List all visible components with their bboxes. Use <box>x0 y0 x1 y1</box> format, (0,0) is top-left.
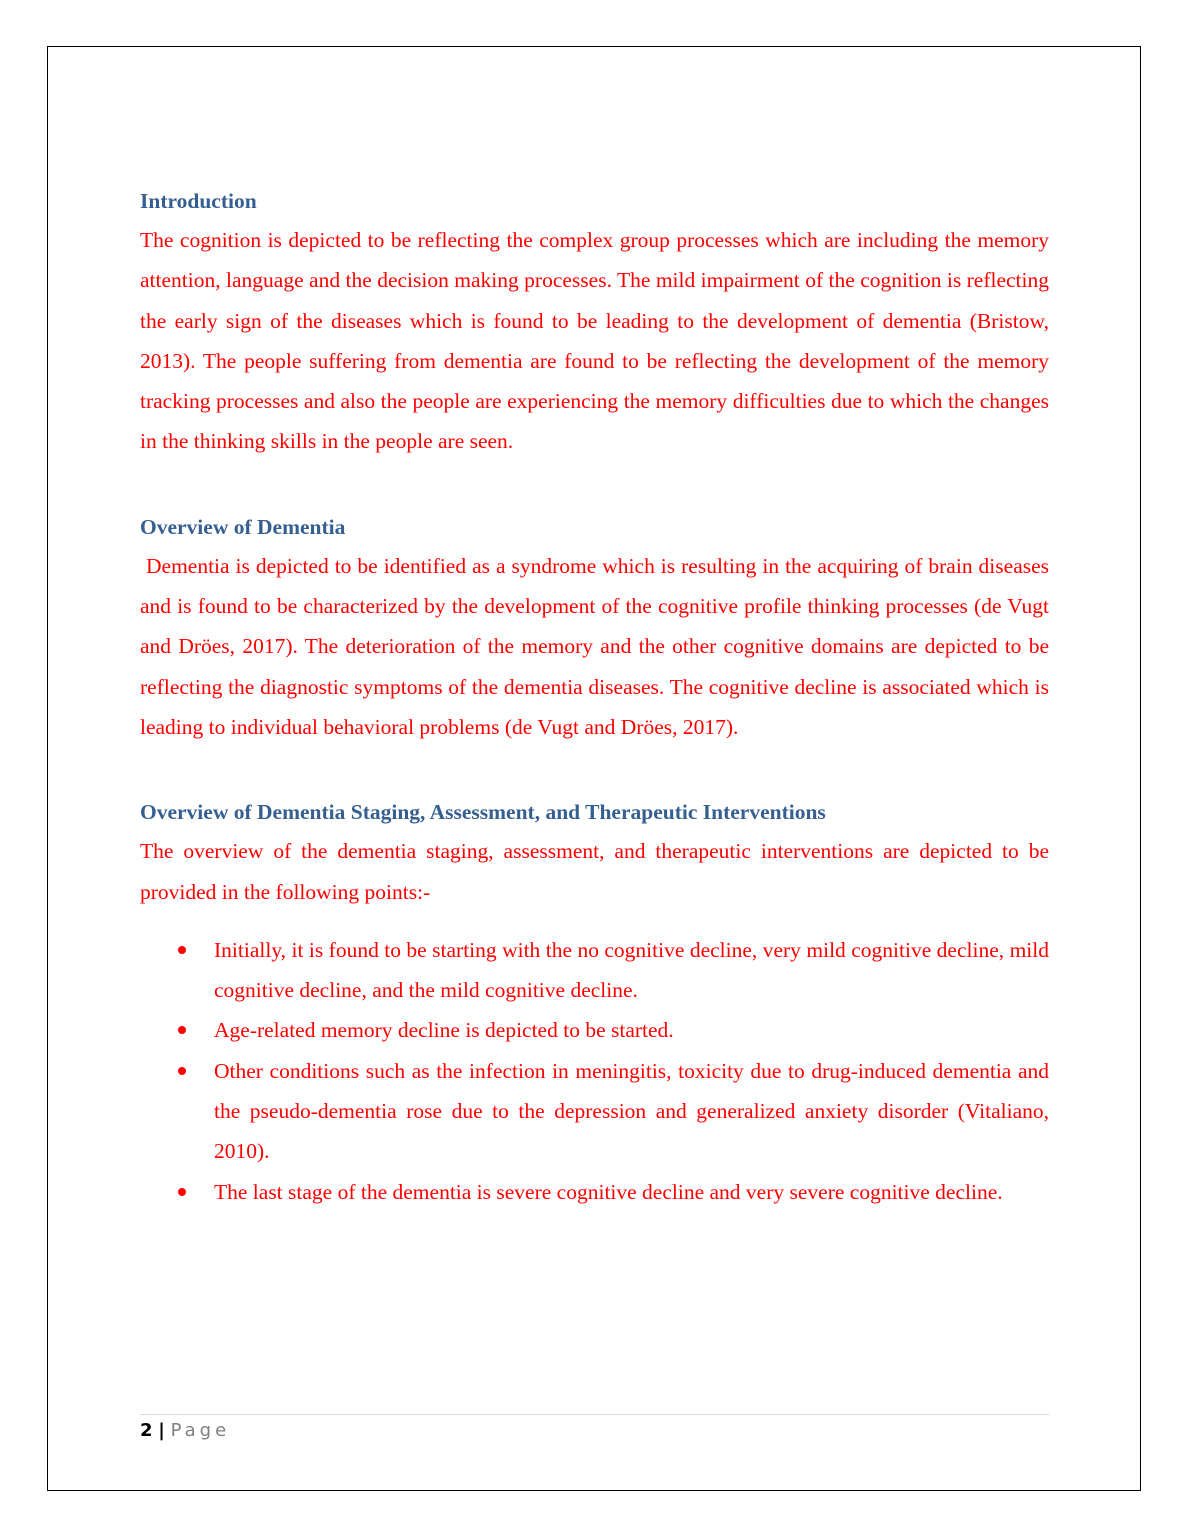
document-body <box>140 182 1055 1212</box>
footer-divider <box>140 1414 1049 1415</box>
section-introduction <box>140 182 1049 462</box>
footer-separator: | <box>158 1420 165 1441</box>
bullet-icon <box>178 1067 186 1075</box>
section-overview-of-dementia <box>140 508 1055 747</box>
body-paragraph: Dementia is depicted to be identified as a syndrome which is resulting in the acquiring of brain diseases and is found to be characterized by the development of the cognitive profile thinking processes (de Vugt and Dröes, 2017). The deterioration of the memory and the other cognitive domains are depicted to be reflecting the diagnostic symptoms of the dementia diseases. The cognitive decline is associated which is leading to individual behavioral problems (de Vugt and Dröes, 2017). <box>140 553 1055 739</box>
list-item-text: The last stage of the dementia is severe cognitive decline and very severe cognitive decline. <box>214 1179 1003 1204</box>
page-number: 2 <box>140 1420 153 1441</box>
page-footer <box>140 1419 230 1443</box>
body-paragraph: The overview of the dementia staging, assessment, and therapeutic interventions are depicted to be provided in the following points:- <box>140 839 1049 904</box>
list-item-text: Initially, it is found to be starting with the no cognitive decline, very mild cognitive decline, mild cognitive decline, and the mild cognitive decline. <box>214 937 1049 1003</box>
list-item-text: Other conditions such as the infection in meningitis, toxicity due to drug-induced dementia and the pseudo-dementia rose due to the depression and generalized anxiety disorder (Vitaliano, 2010). <box>214 1058 1049 1164</box>
list-item <box>140 930 1049 1011</box>
list-item <box>140 1172 1049 1212</box>
section-staging-assessment <box>140 793 1049 1212</box>
section-heading: Overview of Dementia <box>140 514 346 539</box>
list-item-text: Age-related memory decline is depicted to be started. <box>214 1018 674 1043</box>
section-heading: Introduction <box>140 189 257 213</box>
list-item <box>140 1010 1049 1050</box>
page-label: Page <box>170 1420 231 1441</box>
bullet-list <box>140 930 1049 1212</box>
bullet-icon <box>178 1188 186 1196</box>
bullet-icon <box>178 946 186 954</box>
section-heading: Overview of Dementia Staging, Assessment, and Therapeutic Interventions <box>140 800 826 825</box>
list-item <box>140 1051 1049 1172</box>
bullet-icon <box>178 1026 186 1034</box>
body-paragraph: The cognition is depicted to be reflecting the complex group processes which are including the memory attention, language and the decision making processes. The mild impairment of the cognition is reflecting the early sign of the diseases which is found to be leading to the development of dementia (Bristow, 2013). The people suffering from dementia are found to be reflecting the development of the memory tracking processes and also the people are experiencing the memory difficulties due to which the changes in the thinking skills in the people are seen. <box>140 228 1049 454</box>
